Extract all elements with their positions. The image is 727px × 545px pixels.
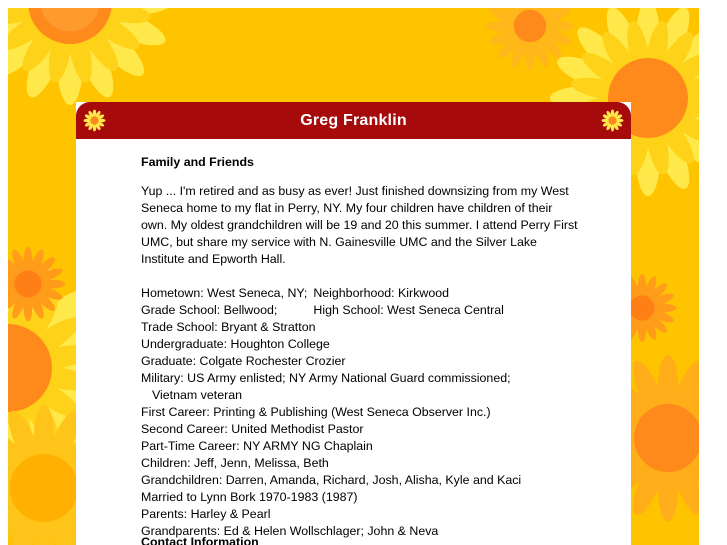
detail-hometown-line bbox=[141, 285, 581, 302]
card-body bbox=[141, 154, 581, 540]
detail-school-line bbox=[141, 302, 581, 319]
detail-grade-school: Grade School: Bellwood; bbox=[141, 303, 278, 317]
detail-military: Military: US Army enlisted; NY Army National Guard commissioned; bbox=[141, 371, 511, 385]
intro-paragraph: Yup ... I'm retired and as busy as ever! Just finished downsizing from my West Seneca home to my flat in Perry, NY. My four children have children of their own. My oldest grandchildren will be 19 and 20 this summer. I attend Perry First UMC, but share my service with N. Gainesville UMC and the Silver Lake Institute and Epworth Hall. bbox=[141, 184, 578, 266]
detail-undergraduate: Undergraduate: Houghton College bbox=[141, 337, 330, 351]
sunflower-top-left bbox=[8, 8, 173, 105]
section-heading-contact: Contact Information bbox=[141, 535, 259, 545]
detail-parents: Parents: Harley & Pearl bbox=[141, 507, 271, 521]
card-header bbox=[76, 102, 631, 139]
detail-grandchildren: Grandchildren: Darren, Amanda, Richard, Josh, Alisha, Kyle and Kaci bbox=[141, 473, 522, 487]
sunflower-icon bbox=[601, 109, 624, 132]
page-background bbox=[8, 8, 699, 545]
detail-first-career: First Career: Printing & Publishing (West Seneca Observer Inc.) bbox=[141, 405, 491, 419]
detail-second-career: Second Career: United Methodist Pastor bbox=[141, 422, 364, 436]
detail-neighborhood: Neighborhood: Kirkwood bbox=[313, 286, 450, 300]
detail-trade-school: Trade School: Bryant & Stratton bbox=[141, 320, 316, 334]
detail-high-school: High School: West Seneca Central bbox=[313, 303, 504, 317]
detail-hometown: Hometown: West Seneca, NY; bbox=[141, 286, 308, 300]
detail-married: Married to Lynn Bork 1970-1983 (1987) bbox=[141, 490, 358, 504]
detail-children: Children: Jeff, Jenn, Melissa, Beth bbox=[141, 456, 329, 470]
detail-grandparents: Grandparents: Ed & Helen Wollschlager; John & Neva bbox=[141, 524, 439, 538]
section-heading-family: Family and Friends bbox=[141, 155, 254, 169]
page-title: Greg Franklin bbox=[300, 111, 407, 129]
profile-card bbox=[76, 102, 631, 545]
detail-military-cont: Vietnam veteran bbox=[152, 388, 243, 402]
detail-part-time-career: Part-Time Career: NY ARMY NG Chaplain bbox=[141, 439, 373, 453]
sunflower-icon bbox=[83, 109, 106, 132]
detail-graduate: Graduate: Colgate Rochester Crozier bbox=[141, 354, 346, 368]
